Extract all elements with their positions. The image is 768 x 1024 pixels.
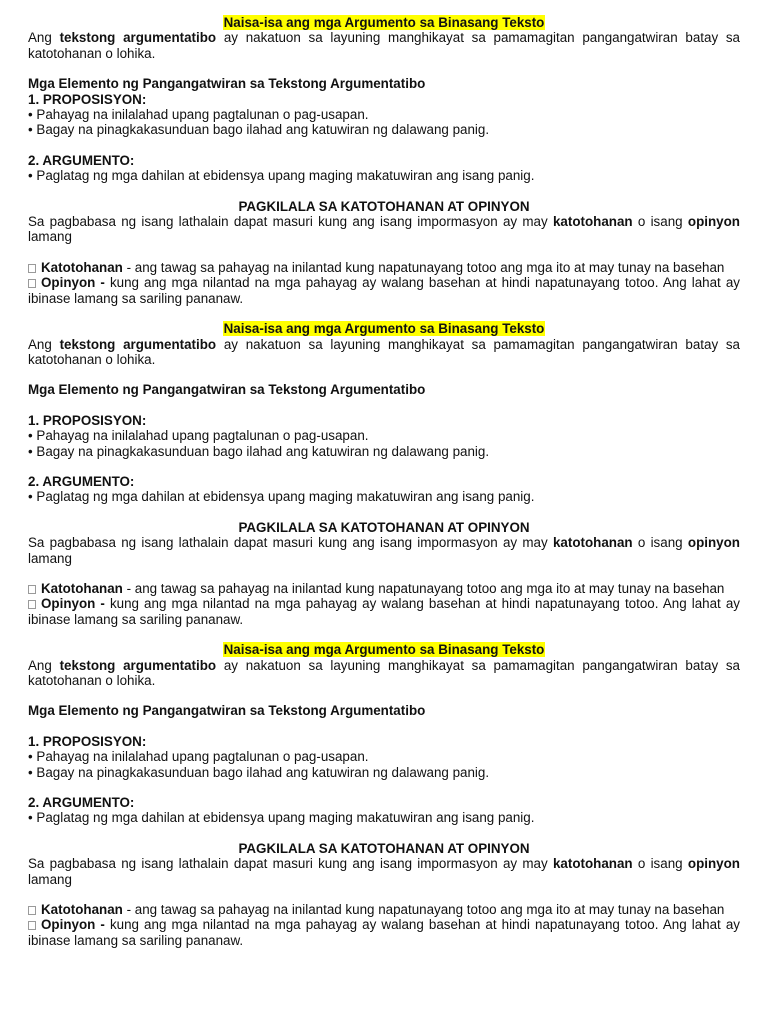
intro-post: ay nakatuon sa layuning manghikayat sa pamamagitan pangangatwiran batay sa katotohanan o lohika. — [28, 30, 740, 61]
katotohanan-bold: katotohanan — [552, 214, 633, 230]
katotohanan-definition — [28, 902, 740, 917]
pagkilala-post: lamang — [28, 550, 72, 566]
pagkilala-paragraph — [28, 856, 740, 887]
list-item: • Bagay na pinagkakasunduan bago ilahad ang katuwiran ng dalawang panig. — [28, 764, 490, 780]
section-title — [28, 15, 740, 30]
katotohanan-bold: katotohanan — [552, 856, 633, 872]
opinyon-def: kung ang mga nilantad na mga pahayag ay walang basehan at hindi napatunayang totoo. Ang lahat ay ibinase lamang sa sariling pananaw. — [28, 275, 740, 306]
intro-post: ay nakatuon sa layuning manghikayat sa pamamagitan pangangatwiran batay sa katotohanan o lohika. — [28, 657, 740, 688]
katotohanan-definition — [28, 260, 740, 275]
empty-checkbox-icon — [28, 585, 36, 594]
pagkilala-pre: Sa pagbabasa ng isang lathalain dapat masuri kung ang isang impormasyon ay may — [28, 856, 548, 872]
pagkilala-post: lamang — [28, 229, 72, 245]
proposisyon-heading: 1. PROPOSISYON: — [28, 91, 147, 107]
pagkilala-heading: PAGKILALA SA KATOTOHANAN AT OPINYON — [238, 198, 530, 214]
opinyon-definition — [28, 275, 740, 306]
katotohanan-bold: katotohanan — [552, 535, 633, 551]
intro-bold-term: tekstong argumentatibo — [59, 30, 217, 46]
katotohanan-term: Katotohanan — [41, 259, 123, 275]
elements-heading: Mga Elemento ng Pangangatwiran sa Tekstong Argumentatibo — [28, 76, 426, 92]
list-item: • Pahayag na inilalahad upang pagtalunan o pag-usapan. — [28, 107, 369, 123]
pagkilala-pre: Sa pagbabasa ng isang lathalain dapat masuri kung ang isang impormasyon ay may — [28, 535, 548, 551]
list-item: • Pahayag na inilalahad upang pagtalunan o pag-usapan. — [28, 428, 369, 444]
katotohanan-def: - ang tawag sa pahayag na inilantad kung napatunayang totoo ang mga ito at may tunay na basehan — [126, 259, 725, 275]
katotohanan-term: Katotohanan — [41, 580, 123, 596]
section-title — [28, 321, 740, 336]
intro-paragraph — [28, 658, 740, 689]
highlighted-title: Naisa-isa ang mga Argumento sa Binasang Teksto — [223, 15, 545, 30]
empty-checkbox-icon — [28, 921, 36, 930]
argumento-heading: 2. ARGUMENTO: — [28, 795, 135, 811]
argumento-heading: 2. ARGUMENTO: — [28, 473, 135, 489]
section-3 — [28, 642, 740, 948]
empty-checkbox-icon — [28, 906, 36, 915]
intro-pre: Ang — [28, 657, 52, 673]
section-title — [28, 642, 740, 657]
list-item: • Bagay na pinagkakasunduan bago ilahad ang katuwiran ng dalawang panig. — [28, 443, 490, 459]
intro-bold-term: tekstong argumentatibo — [59, 657, 217, 673]
proposisyon-heading: 1. PROPOSISYON: — [28, 733, 147, 749]
opinyon-bold: opinyon — [687, 214, 740, 230]
pagkilala-mid: o isang — [637, 214, 683, 230]
empty-checkbox-icon — [28, 264, 36, 273]
pagkilala-pre: Sa pagbabasa ng isang lathalain dapat masuri kung ang isang impormasyon ay may — [28, 214, 548, 230]
section-1 — [28, 15, 740, 306]
list-item: • Bagay na pinagkakasunduan bago ilahad ang katuwiran ng dalawang panig. — [28, 122, 490, 138]
section-2 — [28, 321, 740, 627]
opinyon-definition — [28, 917, 740, 948]
opinyon-definition — [28, 596, 740, 627]
empty-checkbox-icon — [28, 600, 36, 609]
intro-bold-term: tekstong argumentatibo — [59, 336, 217, 352]
elements-heading: Mga Elemento ng Pangangatwiran sa Tekstong Argumentatibo — [28, 382, 426, 398]
list-item: • Paglatag ng mga dahilan at ebidensya upang maging makatuwiran ang isang panig. — [28, 489, 535, 505]
opinyon-term: Opinyon - — [41, 275, 105, 291]
list-item: • Paglatag ng mga dahilan at ebidensya upang maging makatuwiran ang isang panig. — [28, 810, 535, 826]
opinyon-term: Opinyon - — [41, 917, 105, 933]
katotohanan-definition — [28, 581, 740, 596]
intro-pre: Ang — [28, 30, 52, 46]
highlighted-title: Naisa-isa ang mga Argumento sa Binasang Teksto — [223, 321, 545, 337]
pagkilala-mid: o isang — [637, 856, 683, 872]
intro-pre: Ang — [28, 336, 52, 352]
opinyon-term: Opinyon - — [41, 596, 105, 612]
pagkilala-paragraph — [28, 535, 740, 566]
intro-paragraph — [28, 30, 740, 61]
intro-post: ay nakatuon sa layuning manghikayat sa pamamagitan pangangatwiran batay sa katotohanan o lohika. — [28, 336, 740, 367]
intro-paragraph — [28, 337, 740, 368]
argumento-heading: 2. ARGUMENTO: — [28, 152, 135, 168]
proposisyon-heading: 1. PROPOSISYON: — [28, 412, 147, 428]
empty-checkbox-icon — [28, 279, 36, 288]
list-item: • Paglatag ng mga dahilan at ebidensya upang maging makatuwiran ang isang panig. — [28, 168, 535, 184]
highlighted-title: Naisa-isa ang mga Argumento sa Binasang Teksto — [223, 642, 545, 658]
katotohanan-def: - ang tawag sa pahayag na inilantad kung napatunayang totoo ang mga ito at may tunay na basehan — [126, 902, 725, 918]
opinyon-def: kung ang mga nilantad na mga pahayag ay walang basehan at hindi napatunayang totoo. Ang lahat ay ibinase lamang sa sariling pananaw. — [28, 917, 740, 948]
list-item: • Pahayag na inilalahad upang pagtalunan o pag-usapan. — [28, 749, 369, 765]
pagkilala-heading: PAGKILALA SA KATOTOHANAN AT OPINYON — [238, 519, 530, 535]
pagkilala-heading: PAGKILALA SA KATOTOHANAN AT OPINYON — [238, 840, 530, 856]
opinyon-bold: opinyon — [687, 856, 740, 872]
opinyon-def: kung ang mga nilantad na mga pahayag ay walang basehan at hindi napatunayang totoo. Ang lahat ay ibinase lamang sa sariling pananaw. — [28, 596, 740, 627]
opinyon-bold: opinyon — [687, 535, 740, 551]
katotohanan-def: - ang tawag sa pahayag na inilantad kung napatunayang totoo ang mga ito at may tunay na basehan — [126, 580, 725, 596]
pagkilala-mid: o isang — [637, 535, 683, 551]
elements-heading: Mga Elemento ng Pangangatwiran sa Tekstong Argumentatibo — [28, 703, 426, 719]
katotohanan-term: Katotohanan — [41, 902, 123, 918]
pagkilala-paragraph — [28, 214, 740, 245]
pagkilala-post: lamang — [28, 871, 72, 887]
